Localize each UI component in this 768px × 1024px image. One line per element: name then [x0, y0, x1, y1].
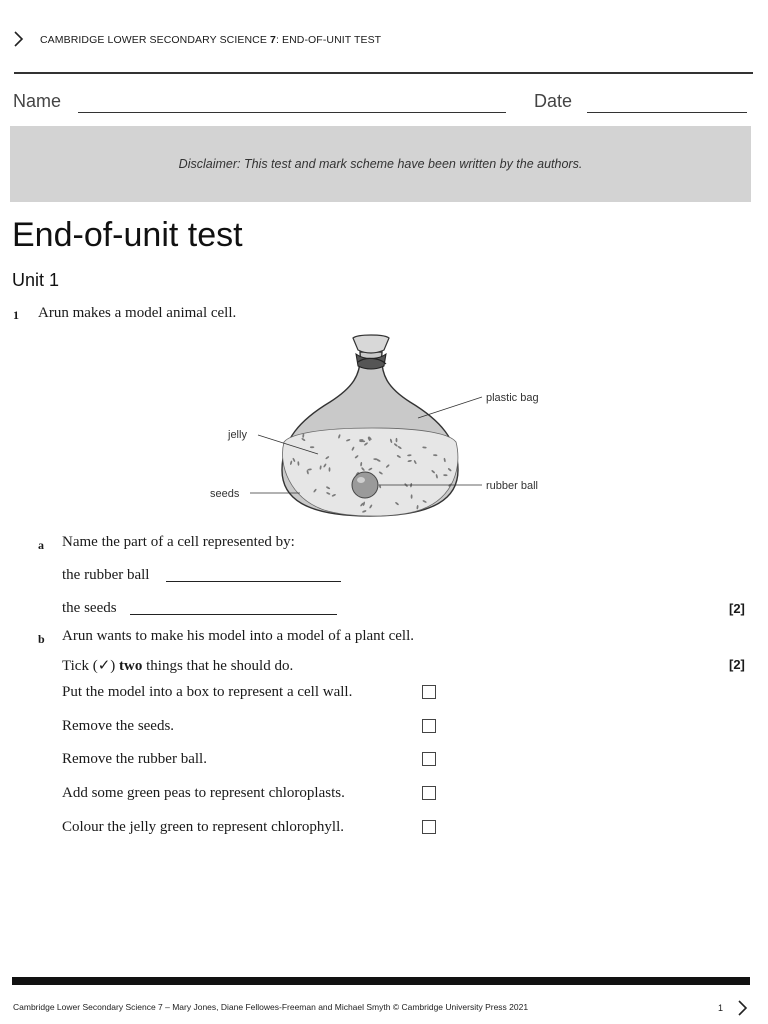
option-checkbox[interactable]: [422, 820, 436, 834]
rubber-ball-answer-line[interactable]: [166, 581, 341, 582]
option-text: Put the model into a box to represent a cell wall.: [62, 684, 353, 700]
rubber-ball-prompt: the rubber ball: [62, 567, 150, 583]
chevron-right-icon: [11, 29, 27, 49]
chevron-right-icon[interactable]: [735, 998, 751, 1018]
name-field-line[interactable]: [78, 112, 506, 113]
header-rule: [14, 72, 753, 74]
part-a-marks: [2]: [729, 601, 745, 616]
jelly-shape: [283, 428, 458, 516]
label-seeds: seeds: [210, 488, 240, 500]
part-a-letter: a: [38, 538, 44, 552]
part-b-question: Arun wants to make his model into a model of a plant cell.: [62, 628, 415, 644]
question-number: 1: [13, 308, 19, 322]
page-title: End-of-unit test: [12, 216, 243, 254]
rubber-ball-shape: [352, 472, 378, 498]
seed-mark: [296, 508, 301, 510]
option-checkbox[interactable]: [422, 752, 436, 766]
question-text: Arun makes a model animal cell.: [38, 305, 237, 321]
seed-mark: [445, 506, 450, 509]
seed-mark: [310, 446, 314, 448]
part-b-letter: b: [38, 632, 45, 646]
label-rubber-ball: rubber ball: [486, 480, 538, 492]
running-header: CAMBRIDGE LOWER SECONDARY SCIENCE 7: END-OF-UNIT TEST: [40, 34, 382, 46]
option-checkbox[interactable]: [422, 719, 436, 733]
part-a-question: Name the part of a cell represented by:: [62, 534, 295, 550]
label-plastic-bag: plastic bag: [486, 392, 539, 404]
date-label: Date: [534, 91, 573, 111]
seeds-answer-line[interactable]: [130, 614, 337, 615]
option-text: Remove the rubber ball.: [62, 751, 207, 767]
label-jelly: jelly: [228, 429, 247, 441]
date-field-line[interactable]: [587, 112, 747, 113]
seed-mark: [396, 438, 398, 442]
seed-mark: [301, 506, 305, 510]
name-label: Name: [13, 91, 62, 111]
seed-mark: [411, 494, 413, 498]
footer-copyright: Cambridge Lower Secondary Science 7 – Mary Jones, Diane Fellowes-Freeman and Michael Smyth © Cambridge University Press 2021: [13, 1002, 529, 1012]
tick-symbol: ✓: [97, 658, 111, 674]
option-text: Colour the jelly green to represent chlorophyll.: [62, 819, 345, 835]
part-b-marks: [2]: [729, 657, 745, 672]
option-text: Add some green peas to represent chloroplasts.: [62, 785, 345, 801]
disclaimer-text: Disclaimer: This test and mark scheme have been written by the authors.: [178, 157, 583, 171]
page-number: 1: [718, 1003, 724, 1013]
unit-title: Unit 1: [12, 270, 60, 290]
part-b-instruction: Tick (✓) two things that he should do.: [62, 658, 294, 674]
option-text: Remove the seeds.: [62, 718, 175, 734]
option-checkbox[interactable]: [422, 685, 436, 699]
footer-bar: [12, 977, 750, 985]
option-checkbox[interactable]: [422, 786, 436, 800]
model-cell-diagram: [200, 330, 560, 525]
seeds-prompt: the seeds: [62, 600, 117, 616]
